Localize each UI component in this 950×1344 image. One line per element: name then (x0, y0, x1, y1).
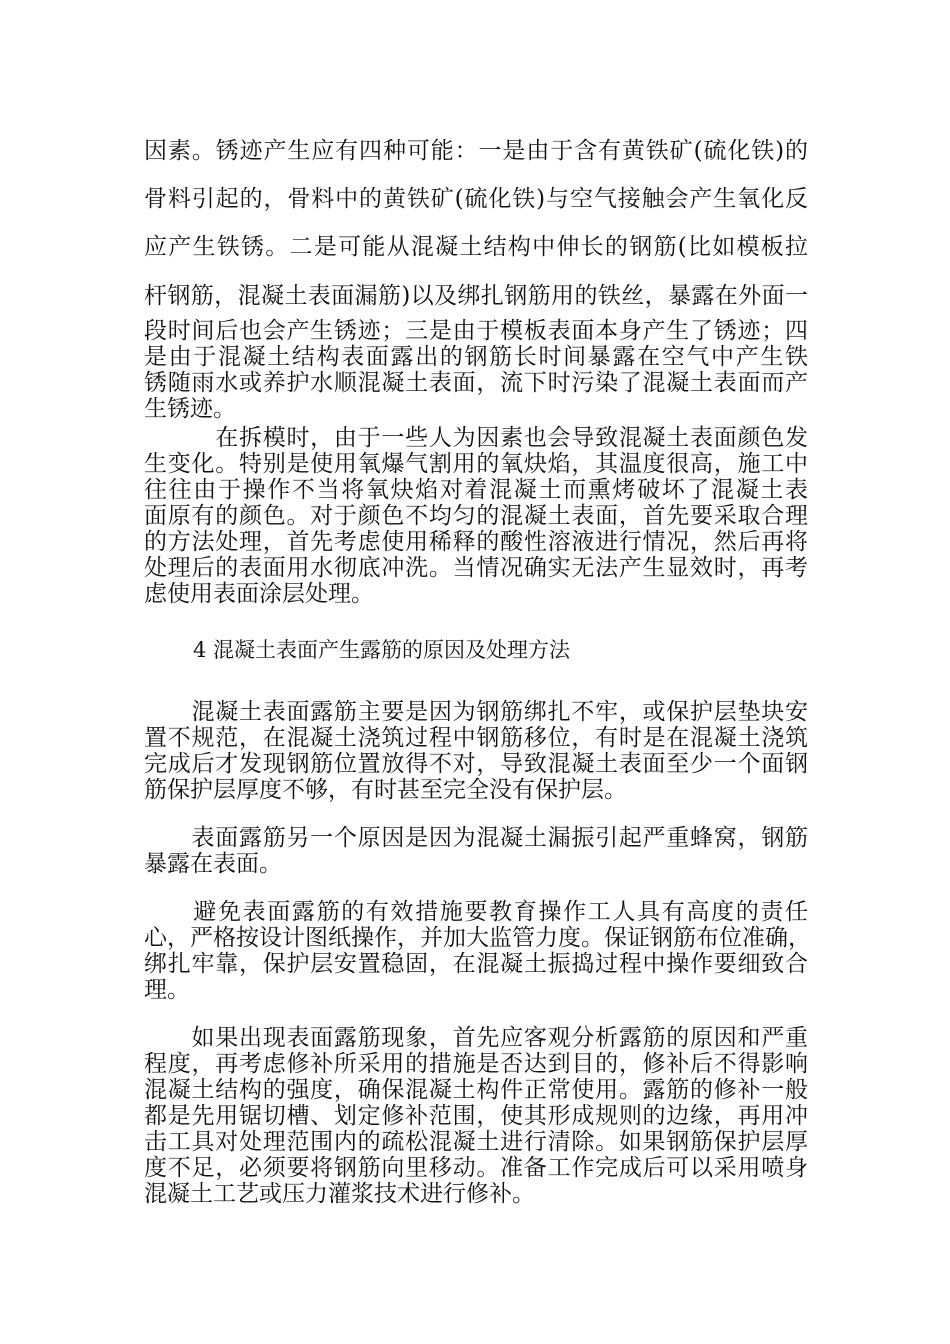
paragraph-line: 锈随雨水或养护水顺混凝土表面，流下时污染了混凝土表面而产 (144, 370, 808, 396)
paragraph-line: 混凝土工艺或压力灌浆技术进行修补。 (144, 1181, 535, 1207)
paragraph-line: 骨料引起的，骨料中的黄铁矿(硫化铁)与空气接触会产生氧化反 (144, 186, 808, 212)
paragraph-line: 表面露筋另一个原因是因为混凝土漏振引起严重蜂窝，钢筋 (144, 825, 808, 851)
paragraph-line: 混凝土表面露筋主要是因为钢筋绑扎不牢，或保护层垫块安 (144, 699, 808, 725)
paragraph-line: 完成后才发现钢筋位置放得不对，导致混凝土表面至少一个面钢 (144, 751, 808, 777)
paragraph-line: 的方法处理，首先考虑使用稀释的酸性溶液进行情况，然后再将 (144, 529, 808, 555)
paragraph-line: 置不规范，在混凝土浇筑过程中钢筋移位，有时是在混凝土浇筑 (144, 725, 808, 751)
paragraph-line: 是由于混凝土结构表面露出的钢筋长时间暴露在空气中产生铁 (144, 344, 808, 370)
paragraph-line: 绑扎牢靠，保护层安置稳固，在混凝土振捣过程中操作要细致合 (144, 951, 808, 977)
paragraph-line: 面原有的颜色。对于颜色不均匀的混凝土表面，首先要采取合理 (144, 503, 808, 529)
paragraph-line: 避免表面露筋的有效措施要教育操作工人具有高度的责任 (144, 899, 808, 925)
paragraph-line: 都是先用锯切槽、划定修补范围，使其形成规则的边缘，再用冲 (144, 1103, 808, 1129)
paragraph-line: 混凝土结构的强度，确保混凝土构件正常使用。露筋的修补一般 (144, 1077, 808, 1103)
paragraph-line: 筋保护层厚度不够，有时甚至完全没有保护层。 (144, 777, 627, 803)
paragraph-line: 生变化。特别是使用氧爆气割用的氧炔焰，其温度很高，施工中 (144, 451, 808, 477)
paragraph-line: 生锈迹。 (144, 396, 236, 422)
paragraph-line: 理。 (144, 977, 190, 1003)
section-heading: 4 混凝土表面产生露筋的原因及处理方法 (193, 638, 571, 662)
paragraph-line: 往往由于操作不当将氧炔焰对着混凝土而熏烤破坏了混凝土表 (144, 477, 808, 503)
paragraph-line: 击工具对处理范围内的疏松混凝土进行清除。如果钢筋保护层厚 (144, 1129, 808, 1155)
paragraph-line: 杆钢筋，混凝土表面漏筋)以及绑扎钢筋用的铁丝，暴露在外面一 (144, 283, 808, 309)
paragraph-line: 虑使用表面涂层处理。 (144, 581, 374, 607)
paragraph-line: 心，严格按设计图纸操作，并加大监管力度。保证钢筋布位准确， (144, 925, 811, 951)
paragraph-line: 在拆模时，由于一些人为因素也会导致混凝土表面颜色发 (144, 425, 808, 451)
paragraph-line: 暴露在表面。 (144, 851, 282, 877)
paragraph-line: 处理后的表面用水彻底冲洗。当情况确实无法产生显效时，再考 (144, 555, 808, 581)
paragraph-line: 度不足，必须要将钢筋向里移动。准备工作完成后可以采用喷身 (144, 1155, 808, 1181)
paragraph-line: 段时间后也会产生锈迹；三是由于模板表面本身产生了锈迹；四 (144, 318, 808, 344)
paragraph-line: 应产生铁锈。二是可能从混凝土结构中伸长的钢筋(比如模板拉 (144, 234, 808, 260)
paragraph-line: 因素。锈迹产生应有四种可能：一是由于含有黄铁矿(硫化铁)的 (144, 138, 808, 164)
paragraph-line: 如果出现表面露筋现象，首先应客观分析露筋的原因和严重 (144, 1025, 808, 1051)
paragraph-line: 程度，再考虑修补所采用的措施是否达到目的，修补后不得影响 (144, 1051, 808, 1077)
